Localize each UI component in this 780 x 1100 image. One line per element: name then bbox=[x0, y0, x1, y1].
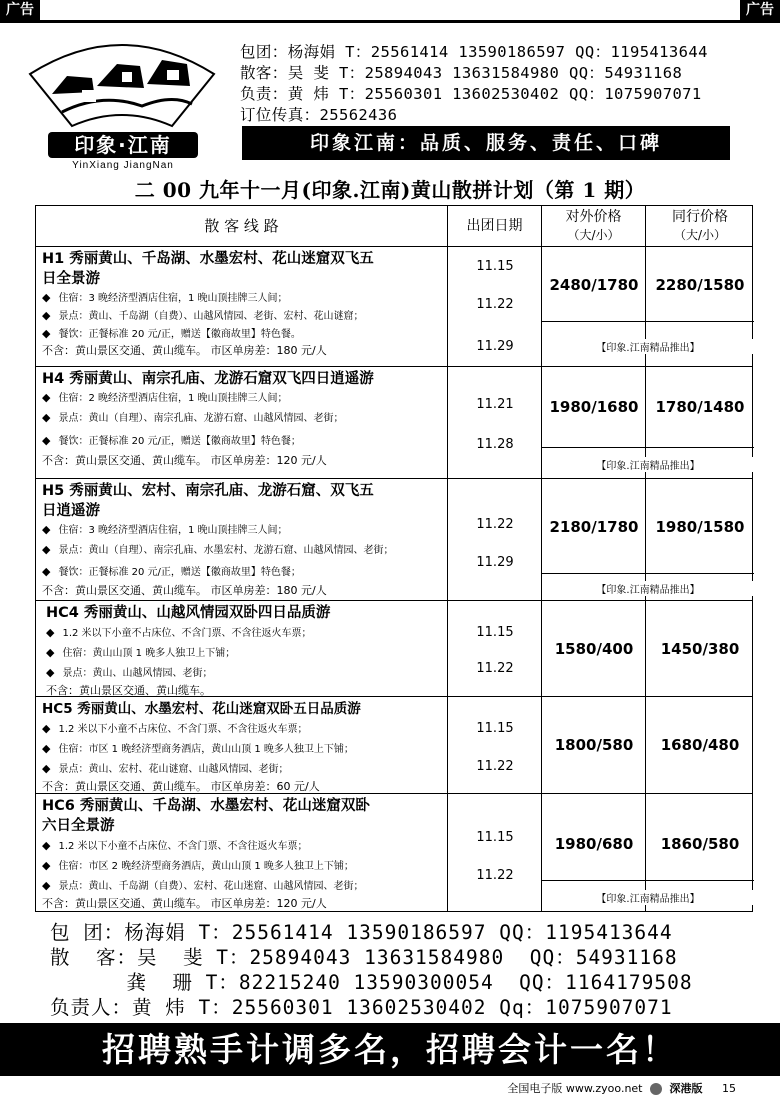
route-exclusion: 不含：黄山景区交通、黄山缆车。 市区单房差：120 元/人 bbox=[42, 897, 327, 910]
outer-price-unit: （大/小） bbox=[567, 228, 620, 242]
bullet-diamond-icon: ◆ bbox=[42, 434, 51, 447]
table-row bbox=[36, 367, 752, 479]
route-exclusion: 不含：黄山景区交通、黄山缆车。 bbox=[46, 684, 211, 697]
departure-date: 11.15 bbox=[476, 721, 514, 736]
route-title: 日逍遥游 bbox=[42, 503, 100, 519]
note-divider bbox=[542, 447, 754, 448]
route-title: HC5 秀丽黄山、水墨宏村、花山迷窟双卧五日品质游 bbox=[42, 701, 361, 717]
peer-price: 1860/580 bbox=[660, 835, 740, 853]
departure-date: 11.29 bbox=[476, 555, 514, 570]
route-detail: 餐饮：正餐标准 20 元/正，赠送【徽商故里】特色餐； bbox=[58, 436, 301, 447]
header-date: 出团日期 bbox=[466, 218, 523, 234]
peer-price-label: 同行价格 bbox=[672, 209, 728, 225]
peer-price: 1780/1480 bbox=[655, 398, 745, 416]
route-detail: 景点：黄山、宏村、花山谜窟、山越风情园、老街； bbox=[58, 764, 289, 775]
company-logo bbox=[22, 34, 222, 174]
peer-price: 1980/1580 bbox=[655, 518, 745, 536]
plan-title: 二 00 九年十一月(印象.江南)黄山散拼计划（第 1 期） bbox=[134, 178, 646, 202]
departure-date: 11.29 bbox=[476, 339, 514, 354]
route-detail: 住宿：黄山山顶 1 晚多人独卫上下铺； bbox=[62, 648, 236, 659]
departure-dates bbox=[448, 247, 542, 367]
contact-line: 包 团：杨海娟 T：25561414 13590186597 QQ：1195413644 bbox=[50, 921, 673, 944]
bullet-diamond-icon: ◆ bbox=[42, 762, 51, 775]
table-row bbox=[36, 247, 752, 367]
ad-tag-right: 广告 bbox=[740, 0, 780, 20]
table-row bbox=[36, 601, 752, 697]
departure-date: 11.15 bbox=[476, 259, 514, 274]
outer-price-label: 对外价格 bbox=[565, 209, 622, 225]
page-number: 15 bbox=[722, 1082, 736, 1095]
bullet-diamond-icon: ◆ bbox=[42, 742, 51, 755]
departure-date: 11.22 bbox=[476, 661, 514, 676]
table-row bbox=[36, 697, 752, 794]
outer-price: 1800/580 bbox=[554, 736, 634, 754]
outer-price: 1980/680 bbox=[554, 835, 634, 853]
route-detail: 住宿：2 晚经济型酒店住宿，1 晚山顶挂牌三人间； bbox=[58, 393, 288, 404]
header-peer-price bbox=[646, 206, 754, 248]
route-detail: 景点：黄山、千岛湖（自费）、宏村、花山迷窟、山越风情园、老街； bbox=[58, 881, 364, 892]
departure-date: 11.15 bbox=[476, 625, 514, 640]
footer-edition: 深港版 bbox=[669, 1082, 703, 1095]
header-contacts bbox=[240, 42, 770, 126]
route-detail: 1.2 米以下小童不占床位、不含门票、不含往返火车票； bbox=[58, 724, 308, 735]
route-cell bbox=[42, 699, 447, 795]
route-title: 六日全景游 bbox=[42, 818, 115, 834]
route-table bbox=[35, 205, 753, 912]
departure-date: 11.22 bbox=[476, 517, 514, 532]
route-title: 日全景游 bbox=[42, 271, 100, 287]
route-title: H4 秀丽黄山、南宗孔庙、龙游石窟双飞四日逍遥游 bbox=[42, 371, 374, 387]
promo-note: 【印象.江南精品推出】 bbox=[542, 581, 754, 596]
outer-price: 1980/1680 bbox=[549, 398, 639, 416]
route-title: HC6 秀丽黄山、千岛湖、水墨宏村、花山迷窟双卧 bbox=[42, 798, 370, 814]
bullet-diamond-icon: ◆ bbox=[42, 391, 51, 404]
route-detail: 餐饮：正餐标准 20 元/正，赠送【徽商故里】特色餐。 bbox=[58, 329, 301, 340]
logo-title: 印象·江南 bbox=[48, 132, 198, 158]
route-exclusion: 不含：黄山景区交通、黄山缆车。 市区单房差：180 元/人 bbox=[42, 344, 327, 357]
header-route: 散 客 线 路 bbox=[204, 217, 279, 235]
bullet-diamond-icon: ◆ bbox=[42, 565, 51, 578]
contact-line: 包团：杨海娟 T：25561414 13590186597 QQ：1195413644 bbox=[240, 43, 708, 61]
route-exclusion: 不含：黄山景区交通、黄山缆车。 市区单房差：180 元/人 bbox=[42, 584, 327, 597]
contact-line: 订位传真：25562436 bbox=[240, 106, 398, 124]
outer-price: 1580/400 bbox=[554, 640, 634, 658]
header-outer-price bbox=[542, 206, 645, 248]
route-title: H5 秀丽黄山、宏村、南宗孔庙、龙游石窟、双飞五 bbox=[42, 483, 374, 499]
departure-date: 11.21 bbox=[476, 397, 514, 412]
fan-painting-icon bbox=[22, 34, 222, 134]
contact-line: 负责人：黄 炜 T：25560301 13602530402 Qq：1075907071 bbox=[50, 996, 673, 1019]
footer-site: 全国电子版 www.zyoo.net bbox=[507, 1082, 643, 1095]
table-row bbox=[36, 794, 752, 913]
top-rule bbox=[0, 20, 780, 23]
peer-price: 1680/480 bbox=[660, 736, 740, 754]
bullet-diamond-icon: ◆ bbox=[42, 291, 51, 304]
outer-price: 2180/1780 bbox=[549, 518, 639, 536]
departure-date: 11.22 bbox=[476, 868, 514, 883]
route-detail: 景点：黄山、千岛湖（自费）、山越风情园、老街、宏村、花山谜窟； bbox=[58, 311, 364, 322]
bullet-diamond-icon: ◆ bbox=[46, 626, 55, 639]
slogan-banner: 印象江南：品质、服务、责任、口碑 bbox=[242, 126, 730, 160]
note-divider bbox=[542, 880, 754, 881]
bullet-diamond-icon: ◆ bbox=[42, 839, 51, 852]
table-row bbox=[36, 479, 752, 601]
peer-price: 1450/380 bbox=[660, 640, 740, 658]
page-footer bbox=[507, 1080, 736, 1096]
departure-date: 11.22 bbox=[476, 759, 514, 774]
peer-price-unit: （大/小） bbox=[673, 228, 727, 242]
footer-logo-icon bbox=[650, 1083, 662, 1095]
bullet-diamond-icon: ◆ bbox=[42, 411, 51, 424]
route-title: H1 秀丽黄山、千岛湖、水墨宏村、花山迷窟双飞五 bbox=[42, 251, 374, 267]
recruitment-banner: 招聘熟手计调多名，招聘会计一名！ bbox=[0, 1023, 780, 1076]
route-detail: 餐饮：正餐标准 20 元/正，赠送【徽商故里】特色餐； bbox=[58, 567, 301, 578]
bullet-diamond-icon: ◆ bbox=[42, 309, 51, 322]
ad-tag-left: 广告 bbox=[0, 0, 40, 20]
route-detail: 住宿：3 晚经济型酒店住宿，1 晚山顶挂牌三人间； bbox=[58, 525, 288, 536]
route-cell bbox=[42, 369, 447, 469]
departure-date: 11.28 bbox=[476, 437, 514, 452]
promo-note: 【印象.江南精品推出】 bbox=[542, 339, 754, 354]
route-detail: 景点：黄山、山越风情园、老街； bbox=[62, 668, 213, 679]
promo-note: 【印象.江南精品推出】 bbox=[542, 890, 754, 905]
departure-date: 11.15 bbox=[476, 830, 514, 845]
bullet-diamond-icon: ◆ bbox=[42, 879, 51, 892]
route-detail: 1.2 米以下小童不占床位、不含门票、不含往返火车票； bbox=[62, 628, 312, 639]
footer-contacts bbox=[50, 920, 693, 1020]
route-detail: 1.2 米以下小童不占床位、不含门票、不含往返火车票； bbox=[58, 841, 308, 852]
bullet-diamond-icon: ◆ bbox=[46, 666, 55, 679]
route-cell bbox=[42, 249, 447, 359]
contact-line: 散客：吴 斐 T：25894043 13631584980 QQ：54931168 bbox=[240, 64, 683, 82]
route-cell bbox=[42, 796, 447, 912]
bullet-diamond-icon: ◆ bbox=[42, 543, 51, 556]
logo-subtitle: YinXiang JiangNan bbox=[72, 160, 174, 171]
promo-note: 【印象.江南精品推出】 bbox=[542, 457, 754, 472]
route-title: HC4 秀丽黄山、山越风情园双卧四日品质游 bbox=[46, 605, 331, 621]
table-header bbox=[36, 206, 752, 247]
route-detail: 住宿：市区 1 晚经济型商务酒店，黄山山顶 1 晚多人独卫上下铺； bbox=[58, 744, 354, 755]
route-cell bbox=[46, 603, 451, 699]
route-detail: 景点：黄山（自理）、南宗孔庙、水墨宏村、龙游石窟、山越风情园、老街； bbox=[58, 545, 394, 556]
bullet-diamond-icon: ◆ bbox=[42, 327, 51, 340]
bullet-diamond-icon: ◆ bbox=[42, 859, 51, 872]
route-detail: 住宿：市区 2 晚经济型商务酒店，黄山山顶 1 晚多人独卫上下铺； bbox=[58, 861, 354, 872]
route-cell bbox=[42, 481, 447, 599]
peer-price: 2280/1580 bbox=[655, 276, 745, 294]
contact-line: 龚 珊 T：82215240 13590300054 QQ：1164179508 bbox=[50, 971, 693, 994]
contact-line: 散 客：吴 斐 T：25894043 13631584980 QQ：54931168 bbox=[50, 946, 678, 969]
route-exclusion: 不含：黄山景区交通、黄山缆车。 市区单房差：120 元/人 bbox=[42, 454, 327, 467]
outer-price: 2480/1780 bbox=[549, 276, 639, 294]
note-divider bbox=[542, 321, 754, 322]
bullet-diamond-icon: ◆ bbox=[42, 722, 51, 735]
route-detail: 景点：黄山（自理）、南宗孔庙、龙游石窟、山越风情园、老街； bbox=[58, 413, 344, 424]
departure-date: 11.22 bbox=[476, 297, 514, 312]
note-divider bbox=[542, 573, 754, 574]
route-exclusion: 不含：黄山景区交通、黄山缆车。 市区单房差：60 元/人 bbox=[42, 780, 320, 793]
route-detail: 住宿：3 晚经济型酒店住宿，1 晚山顶挂牌三人间； bbox=[58, 293, 288, 304]
contact-line: 负责：黄 炜 T：25560301 13602530402 QQ：1075907071 bbox=[240, 85, 702, 103]
bullet-diamond-icon: ◆ bbox=[46, 646, 55, 659]
bullet-diamond-icon: ◆ bbox=[42, 523, 51, 536]
